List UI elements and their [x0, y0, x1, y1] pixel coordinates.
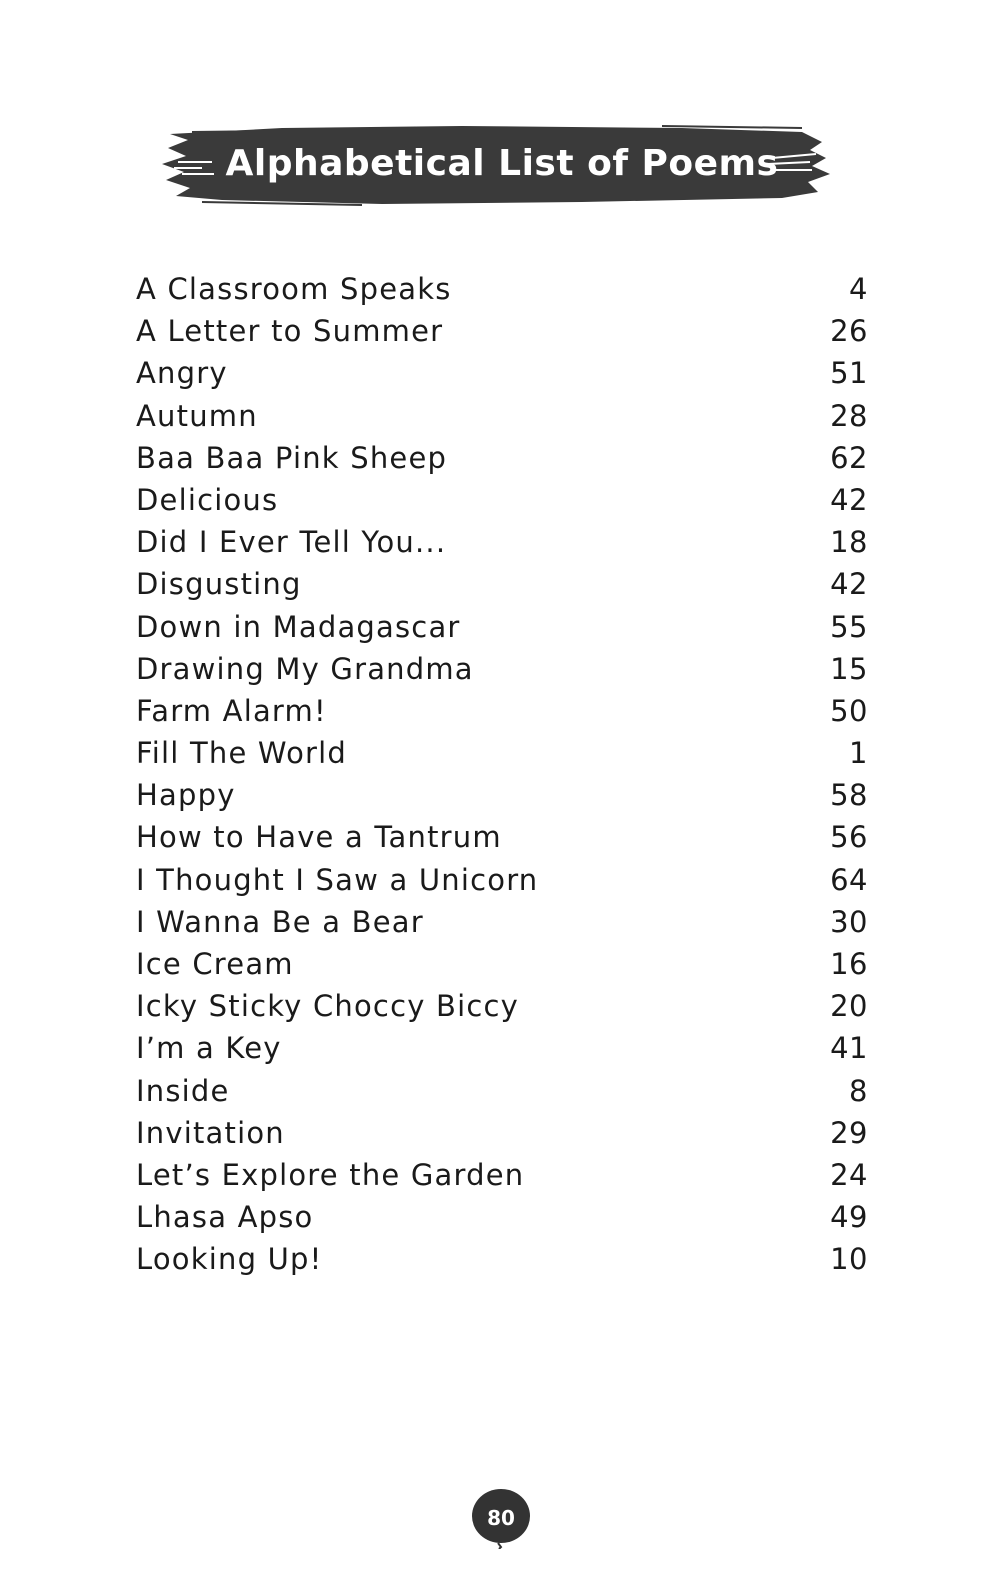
poem-list-item [136, 525, 868, 567]
poem-list-item [136, 610, 868, 652]
poem-title: Did I Ever Tell You... [136, 525, 447, 560]
poem-page-number: 1 [849, 736, 868, 771]
poem-title: Let’s Explore the Garden [136, 1157, 525, 1192]
poem-title: A Letter to Summer [136, 314, 444, 349]
poem-list-item [136, 778, 868, 820]
poem-page-number: 42 [830, 482, 868, 517]
poem-page-number: 16 [830, 947, 868, 981]
poem-page-number: 20 [830, 989, 868, 1024]
poem-page-number: 58 [830, 778, 868, 813]
poem-page-number: 10 [830, 1242, 868, 1277]
poem-title: I Thought I Saw a Unicorn [136, 862, 539, 897]
poem-list-item [136, 1200, 868, 1242]
poem-page-number: 64 [830, 862, 868, 897]
poem-page-number: 29 [830, 1115, 868, 1150]
poem-list-item [136, 694, 868, 736]
poem-list-item [136, 356, 868, 398]
poem-page-number: 8 [849, 1073, 868, 1108]
poem-list-item [136, 399, 868, 441]
poem-title: Farm Alarm! [136, 693, 327, 728]
poem-list-item [136, 1242, 868, 1284]
poem-title: Looking Up! [136, 1242, 323, 1277]
poem-list-item [136, 905, 868, 947]
poem-title: Happy [136, 778, 236, 813]
poem-list-item [136, 652, 868, 694]
poem-page-number: 62 [830, 440, 868, 475]
poem-list-item [136, 947, 868, 989]
title-banner [162, 122, 842, 208]
poem-page-number: 49 [830, 1200, 868, 1235]
poem-title: Autumn [136, 398, 258, 433]
poem-title: Inside [136, 1073, 230, 1108]
poem-page-number: 30 [830, 904, 868, 939]
poem-list-item [136, 314, 868, 356]
poem-list-item [136, 1158, 868, 1200]
poem-title: Disgusting [136, 567, 302, 602]
poem-title: Delicious [136, 482, 279, 517]
poem-list-item [136, 820, 868, 862]
poem-list [136, 272, 868, 1285]
poem-list-item [136, 483, 868, 525]
poem-list-item [136, 567, 868, 609]
poem-page-number: 15 [830, 651, 868, 686]
poem-title: A Classroom Speaks [136, 272, 452, 306]
poem-title: How to Have a Tantrum [136, 820, 502, 855]
poem-page-number: 56 [830, 820, 868, 855]
poem-title: Down in Madagascar [136, 609, 461, 644]
poem-list-item [136, 1031, 868, 1073]
poem-title: I’m a Key [136, 1031, 282, 1066]
poem-page-number: 55 [830, 609, 868, 644]
poem-list-item [136, 1074, 868, 1116]
poem-page-number: 24 [830, 1157, 868, 1192]
page-title: Alphabetical List of Poems [225, 143, 779, 184]
poem-list-item [136, 272, 868, 314]
poem-page-number: 18 [830, 525, 868, 560]
poem-title: Drawing My Grandma [136, 651, 474, 686]
poem-page-number: 41 [830, 1031, 868, 1066]
poem-title: Lhasa Apso [136, 1200, 314, 1235]
poem-title: Ice Cream [136, 947, 294, 981]
poem-page-number: 51 [830, 356, 868, 391]
poem-list-item [136, 441, 868, 483]
poem-page-number: 4 [849, 272, 868, 306]
poem-list-item [136, 989, 868, 1031]
page-number-badge [470, 1487, 532, 1549]
poem-title: Angry [136, 356, 228, 391]
poem-title: I Wanna Be a Bear [136, 904, 424, 939]
poem-list-item [136, 1116, 868, 1158]
poem-page-number: 42 [830, 567, 868, 602]
poem-list-item [136, 863, 868, 905]
poem-title: Invitation [136, 1115, 285, 1150]
poem-title: Fill The World [136, 736, 348, 771]
poem-page-number: 26 [830, 314, 868, 349]
poem-page-number: 50 [830, 693, 868, 728]
page-number: 80 [487, 1506, 515, 1530]
poem-list-item [136, 736, 868, 778]
poem-page-number: 28 [830, 398, 868, 433]
poem-title: Icky Sticky Choccy Biccy [136, 989, 520, 1024]
poem-title: Baa Baa Pink Sheep [136, 440, 448, 475]
